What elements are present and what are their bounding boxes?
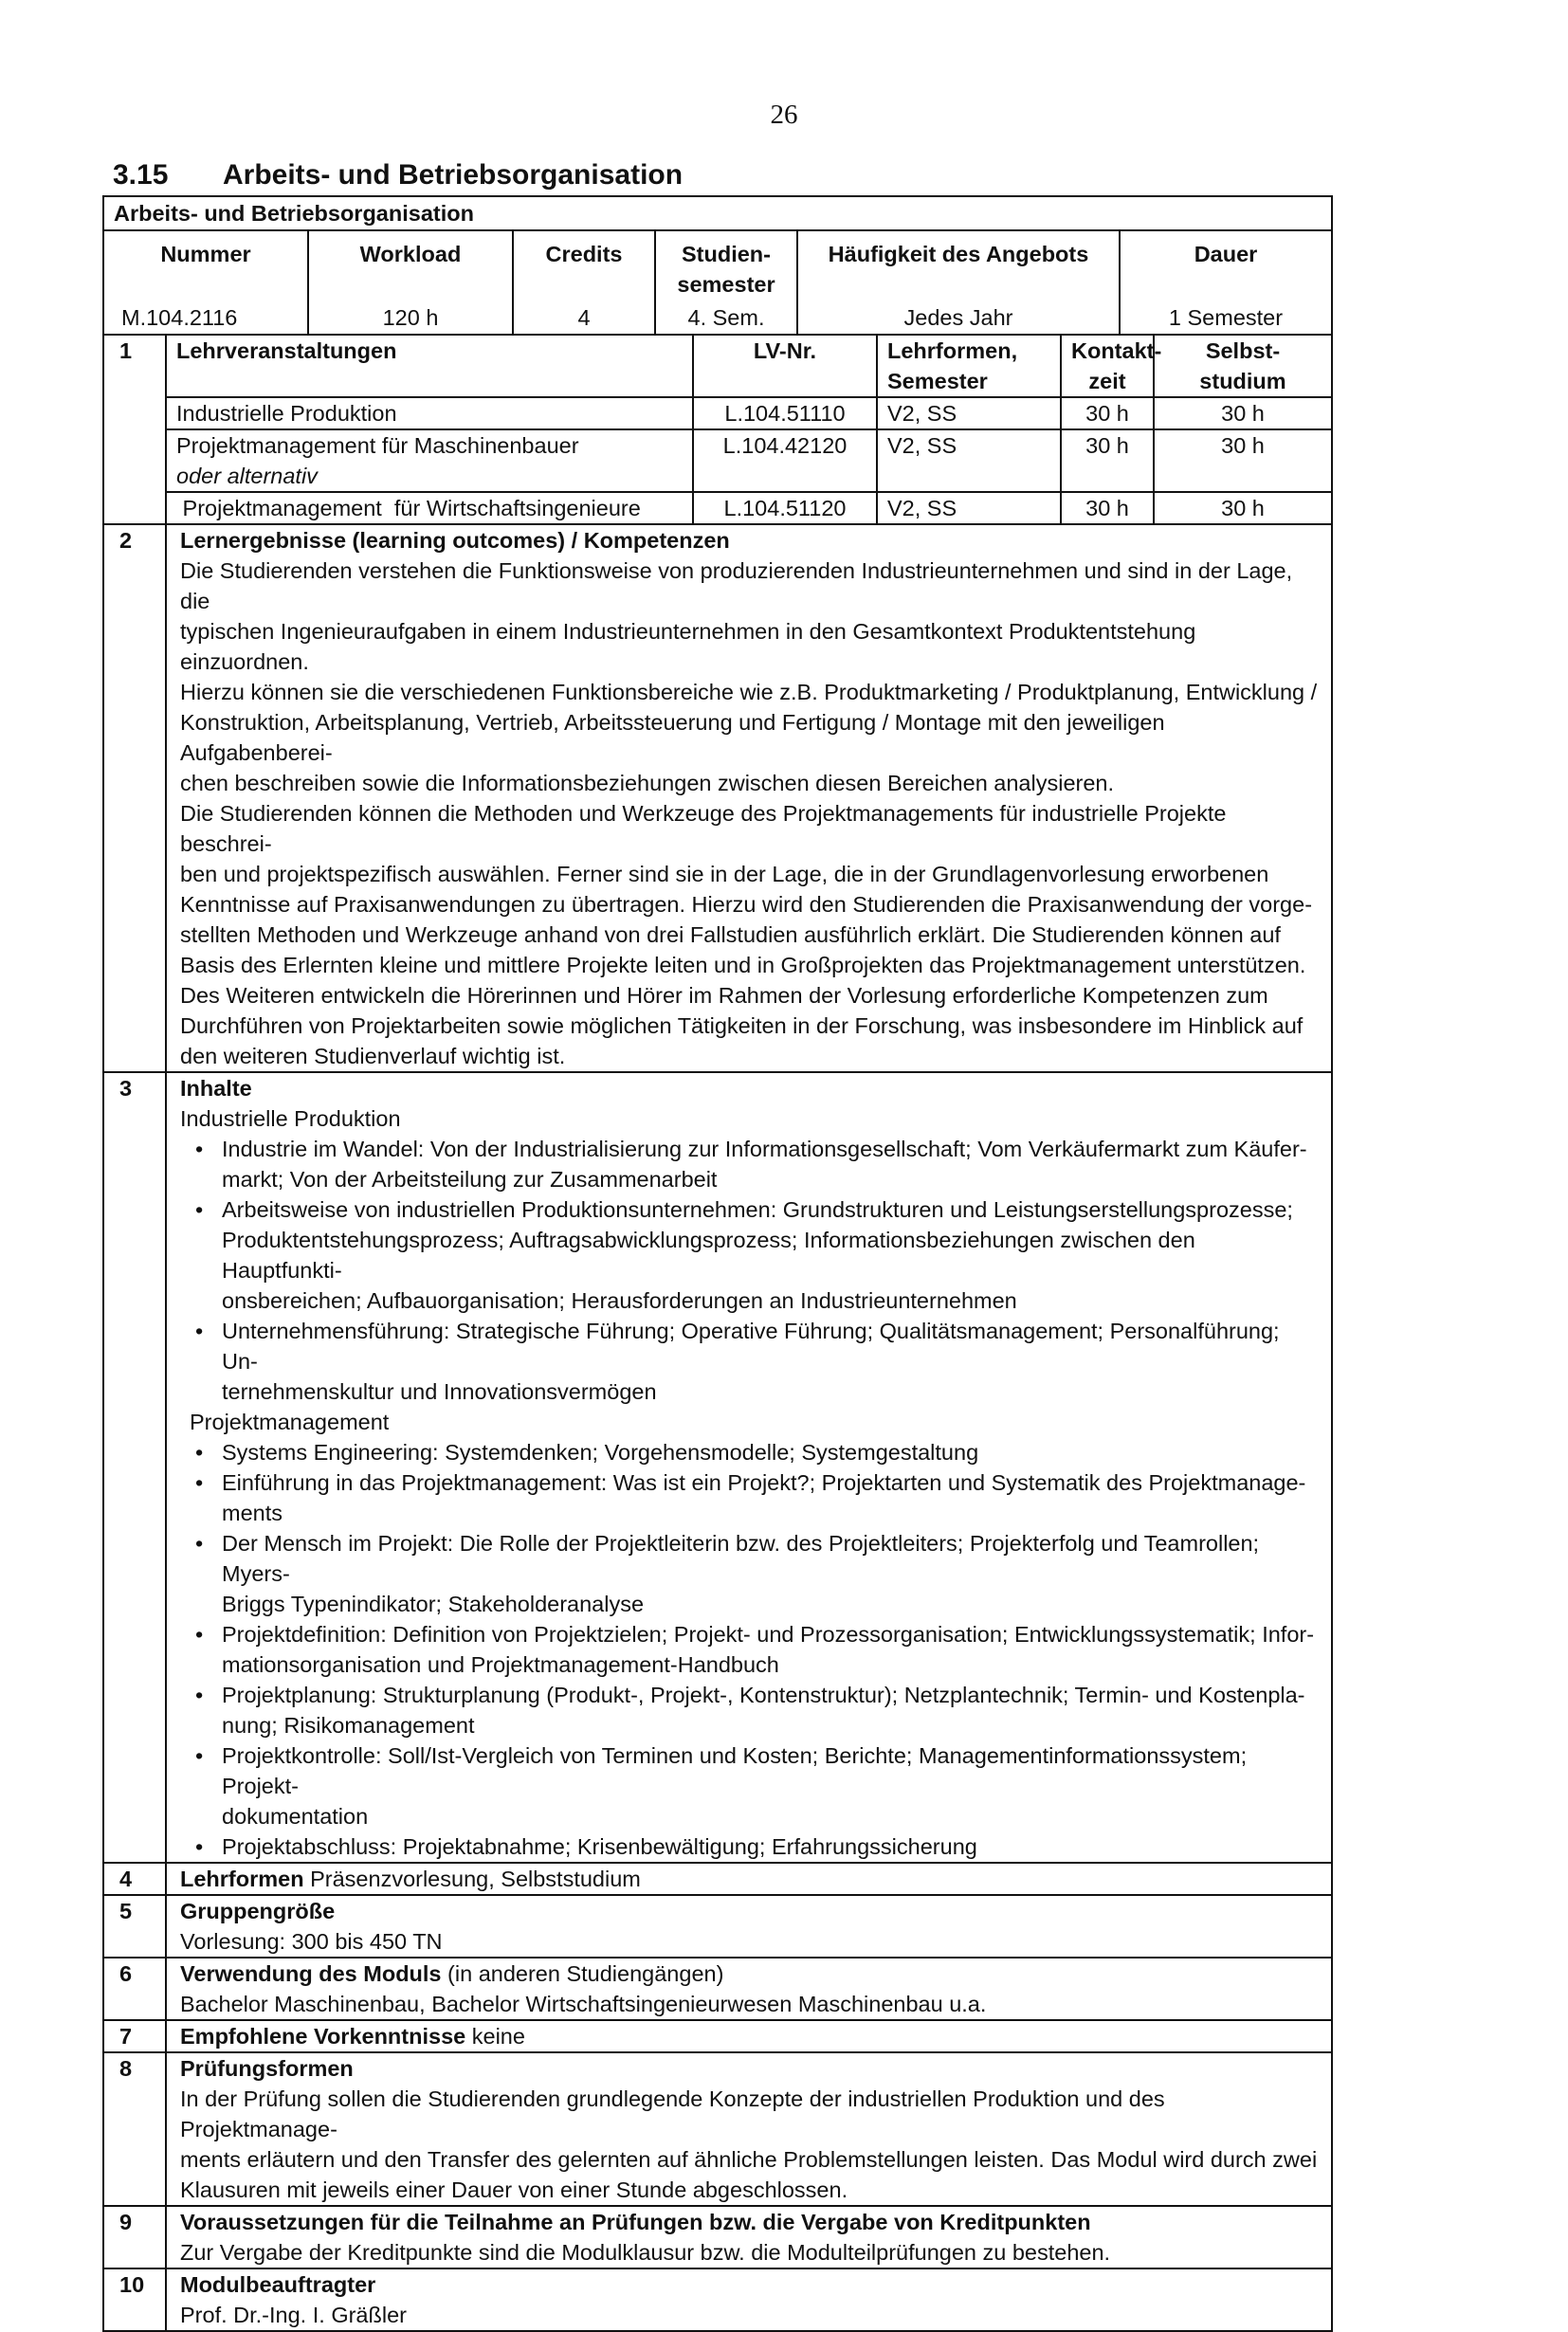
row-3-title: Inhalte	[180, 1076, 252, 1101]
contents-list-1	[180, 1134, 1318, 1407]
text-line: Kenntnisse auf Praxisanwendungen zu übertragen. Hierzu wird den Studierenden die Praxisanwendung der vorge-	[180, 892, 1313, 917]
course-1-name: Industrielle Produktion	[167, 398, 694, 430]
row-4	[104, 1864, 1331, 1896]
text-line: Durchführen von Projektarbeiten sowie möglichen Tätigkeiten in der Forschung, was insbesondere im Hinblick auf	[180, 1013, 1304, 1038]
courses-grid	[167, 336, 1331, 523]
row-6-title: Verwendung des Moduls	[180, 1961, 442, 1986]
learning-outcomes-text	[180, 556, 1318, 1071]
courses-header-selbst: Selbst- studium	[1155, 336, 1331, 398]
course-2-form: V2, SS	[878, 430, 1062, 493]
text-line: Klausuren mit jeweils einer Dauer von einer Stunde abgeschlossen.	[180, 2177, 848, 2202]
header-workload: Workload	[359, 242, 462, 266]
row-6-title-suffix: (in anderen Studiengängen)	[441, 1961, 724, 1986]
text-line: Die Studierenden verstehen die Funktionsweise von produzierenden Industrieunternehmen und sind in der Lage, die	[180, 558, 1293, 613]
col-studiensemester	[656, 231, 798, 334]
course-2-kontakt: 30 h	[1062, 430, 1155, 493]
row-9	[104, 2207, 1331, 2269]
exam-forms-text	[180, 2084, 1318, 2205]
row-9-text: Zur Vergabe der Kreditpunkte sind die Modulklausur bzw. die Modulteilprüfungen zu bestehen.	[180, 2240, 1111, 2265]
row-2	[104, 525, 1331, 1073]
row-8-title: Prüfungsformen	[180, 2056, 354, 2081]
course-3-nr: L.104.51120	[694, 493, 878, 523]
text-line: Die Studierenden können die Methoden und Werkzeuge des Projektmanagements für industrielle Projekte beschrei-	[180, 801, 1227, 856]
text-line: Hierzu können sie die verschiedenen Funktionsbereiche wie z.B. Produktmarketing / Produktplanung, Entwicklung /	[180, 680, 1318, 704]
value-haeufigkeit: Jedes Jahr	[903, 305, 1013, 330]
row-8-content	[167, 2053, 1331, 2205]
list-item: • Arbeitsweise von industriellen Produktionsunternehmen: Grundstrukturen und Leistungserstellungsprozesse; Produktentstehungsprozess; Auftragsabwicklungsprozess; Informationsbeziehungen zwischen den Hauptfunkti- onsbereichen; Aufbauorganisation; Herausforderungen an Industrieunternehmen	[222, 1194, 1318, 1316]
value-studiensemester: 4. Sem.	[687, 305, 765, 330]
header-haeufigkeit: Häufigkeit des Angebots	[828, 242, 1089, 266]
course-2-selbst: 30 h	[1155, 430, 1331, 493]
row-7-number: 7	[104, 2021, 167, 2051]
row-5-text: Vorlesung: 300 bis 450 TN	[180, 1929, 443, 1954]
text-line: chen beschreiben sowie die Informationsbeziehungen zwischen diesen Bereichen analysieren.	[180, 771, 1115, 795]
courses-header-nr: LV-Nr.	[694, 336, 878, 398]
row-3-content	[167, 1073, 1331, 1862]
course-2-nr: L.104.42120	[694, 430, 878, 493]
module-title: Arbeits- und Betriebsorganisation	[114, 201, 474, 226]
section-title: Arbeits- und Betriebsorganisation	[223, 159, 684, 191]
section-heading	[113, 159, 683, 191]
row-10	[104, 2269, 1331, 2330]
row-3	[104, 1073, 1331, 1864]
value-nummer: M.104.2116	[121, 305, 238, 330]
col-nummer	[104, 231, 309, 334]
contents-subheading-1: Industrielle Produktion	[180, 1106, 401, 1131]
row-8-number: 8	[104, 2053, 167, 2205]
row-3-number: 3	[104, 1073, 167, 1862]
col-credits	[514, 231, 656, 334]
row-9-number: 9	[104, 2207, 167, 2268]
row-6-text: Bachelor Maschinenbau, Bachelor Wirtschaftsingenieurwesen Maschinenbau u.a.	[180, 1992, 987, 2016]
row-5-number: 5	[104, 1896, 167, 1957]
module-table	[102, 195, 1333, 2332]
row-4-title: Lehrformen	[180, 1867, 304, 1891]
value-dauer: 1 Semester	[1168, 305, 1284, 330]
row-8	[104, 2053, 1331, 2207]
header-dauer: Dauer	[1194, 242, 1258, 266]
module-overview-grid	[104, 231, 1331, 334]
page-number: 26	[770, 100, 798, 130]
row-6	[104, 1959, 1331, 2021]
row-2-title: Lernergebnisse (learning outcomes) / Kompetenzen	[180, 528, 730, 553]
course-2-name: Projektmanagement für Maschinenbauer	[176, 433, 579, 458]
list-item: • Projektabschluss: Projektabnahme; Krisenbewältigung; Erfahrungssicherung	[222, 1831, 1318, 1862]
contents-subheading-2: Projektmanagement	[190, 1410, 390, 1434]
row-9-content	[167, 2207, 1331, 2268]
course-3-selbst: 30 h	[1221, 496, 1265, 520]
text-line: stellten Methoden und Werkzeuge anhand von drei Fallstudien ausführlich erklärt. Die Studierenden können auf	[180, 922, 1281, 947]
row-10-text: Prof. Dr.-Ing. I. Gräßler	[180, 2303, 407, 2327]
list-item: • Projektkontrolle: Soll/Ist-Vergleich von Terminen und Kosten; Berichte; Managementinformationssystem; Projekt- dokumentation	[222, 1740, 1318, 1831]
text-line: Konstruktion, Arbeitsplanung, Vertrieb, Arbeitssteuerung und Fertigung / Montage mit den jeweiligen Aufgabenberei-	[180, 710, 1165, 765]
row-1	[104, 336, 1331, 525]
row-7-title: Empfohlene Vorkenntnisse	[180, 2024, 466, 2049]
row-4-text: Präsenzvorlesung, Selbststudium	[303, 1867, 641, 1891]
list-item: • Der Mensch im Projekt: Die Rolle der Projektleiterin bzw. des Projektleiters; Projekterfolg und Teamrollen; Myers- Briggs Typenindikator; Stakeholderanalyse	[222, 1528, 1318, 1619]
course-2-note: oder alternativ	[176, 464, 318, 488]
courses-table	[167, 336, 1331, 523]
module-overview-row	[104, 231, 1331, 336]
text-line: typischen Ingenieuraufgaben in einem Industrieunternehmen in den Gesamtkontext Produktentstehung einzuordnen.	[180, 619, 1196, 674]
course-3-kontakt: 30 h	[1062, 493, 1155, 523]
col-workload	[309, 231, 514, 334]
text-line: Des Weiteren entwickeln die Hörerinnen und Hörer im Rahmen der Vorlesung erforderliche Kompetenzen zum	[180, 983, 1268, 1008]
list-item: • Einführung in das Projektmanagement: Was ist ein Projekt?; Projektarten und Systematik des Projektmanage- ments	[222, 1467, 1318, 1528]
row-4-number: 4	[104, 1864, 167, 1894]
text-line: ben und projektspezifisch auswählen. Ferner sind sie in der Lage, die in der Grundlagenvorlesung erworbenen	[180, 862, 1269, 886]
value-credits: 4	[577, 305, 591, 330]
text-line: ments erläutern und den Transfer des gelernten auf ähnliche Problemstellungen leisten. Das Modul wird durch zwei	[180, 2147, 1318, 2172]
row-7	[104, 2021, 1331, 2053]
row-4-content	[167, 1864, 1331, 1894]
header-credits: Credits	[545, 242, 623, 266]
contents-list-2	[180, 1437, 1318, 1862]
value-workload: 120 h	[382, 305, 439, 330]
row-10-title: Modulbeauftragter	[180, 2272, 376, 2297]
list-item: • Projektdefinition: Definition von Projektzielen; Projekt- und Prozessorganisation; Entwicklungssystematik; Infor- mationsorganisation und Projektmanagement-Handbuch	[222, 1619, 1318, 1680]
row-2-number: 2	[104, 525, 167, 1071]
list-item: • Projektplanung: Strukturplanung (Produkt-, Projekt-, Kontenstruktur); Netzplantechnik; Termin- und Kostenpla- nung; Risikomanagement	[222, 1680, 1318, 1740]
row-7-text: keine	[465, 2024, 525, 2049]
header-studiensemester: Studien- semester	[677, 242, 775, 297]
row-10-number: 10	[104, 2269, 167, 2330]
list-item: • Unternehmensführung: Strategische Führung; Operative Führung; Qualitätsmanagement; Personalführung; Un- ternehmenskultur und Innovationsvermögen	[222, 1316, 1318, 1407]
course-1-selbst: 30 h	[1155, 398, 1331, 430]
course-1-kontakt: 30 h	[1062, 398, 1155, 430]
module-title-row	[104, 197, 1331, 231]
col-haeufigkeit	[798, 231, 1121, 334]
courses-header-kontakt: Kontakt- zeit	[1062, 336, 1155, 398]
section-number: 3.15	[113, 159, 169, 191]
text-line: In der Prüfung sollen die Studierenden grundlegende Konzepte der industriellen Produktion und des Projektmanage-	[180, 2086, 1165, 2141]
course-1-form: V2, SS	[878, 398, 1062, 430]
list-item: • Industrie im Wandel: Von der Industrialisierung zur Informationsgesellschaft; Vom Verkäufermarkt zum Käufer- markt; Von der Arbeitsteilung zur Zusammenarbeit	[222, 1134, 1318, 1194]
courses-header-form: Lehrformen, Semester	[878, 336, 1062, 398]
row-1-number: 1	[104, 336, 167, 523]
list-item: • Systems Engineering: Systemdenken; Vorgehensmodelle; Systemgestaltung	[222, 1437, 1318, 1467]
row-5	[104, 1896, 1331, 1959]
row-6-number: 6	[104, 1959, 167, 2019]
course-3-name: Projektmanagement für Wirtschaftsingenieure	[167, 493, 694, 523]
courses-header-name: Lehrveranstaltungen	[167, 336, 694, 398]
row-6-content	[167, 1959, 1331, 2019]
text-line: den weiteren Studienverlauf wichtig ist.	[180, 1044, 566, 1068]
header-nummer: Nummer	[160, 242, 251, 266]
row-5-content	[167, 1896, 1331, 1957]
row-2-content	[167, 525, 1331, 1071]
row-5-title: Gruppengröße	[180, 1899, 336, 1923]
col-dauer	[1121, 231, 1331, 334]
course-2-name-cell	[167, 430, 694, 493]
row-10-content	[167, 2269, 1331, 2330]
row-9-title: Voraussetzungen für die Teilnahme an Prüfungen bzw. die Vergabe von Kreditpunkten	[180, 2210, 1091, 2234]
course-1-nr: L.104.51110	[694, 398, 878, 430]
course-3-form: V2, SS	[878, 493, 1062, 523]
text-line: Basis des Erlernten kleine und mittlere Projekte leiten und in Großprojekten das Projektmanagement unterstützen.	[180, 953, 1306, 977]
row-7-content	[167, 2021, 1331, 2051]
